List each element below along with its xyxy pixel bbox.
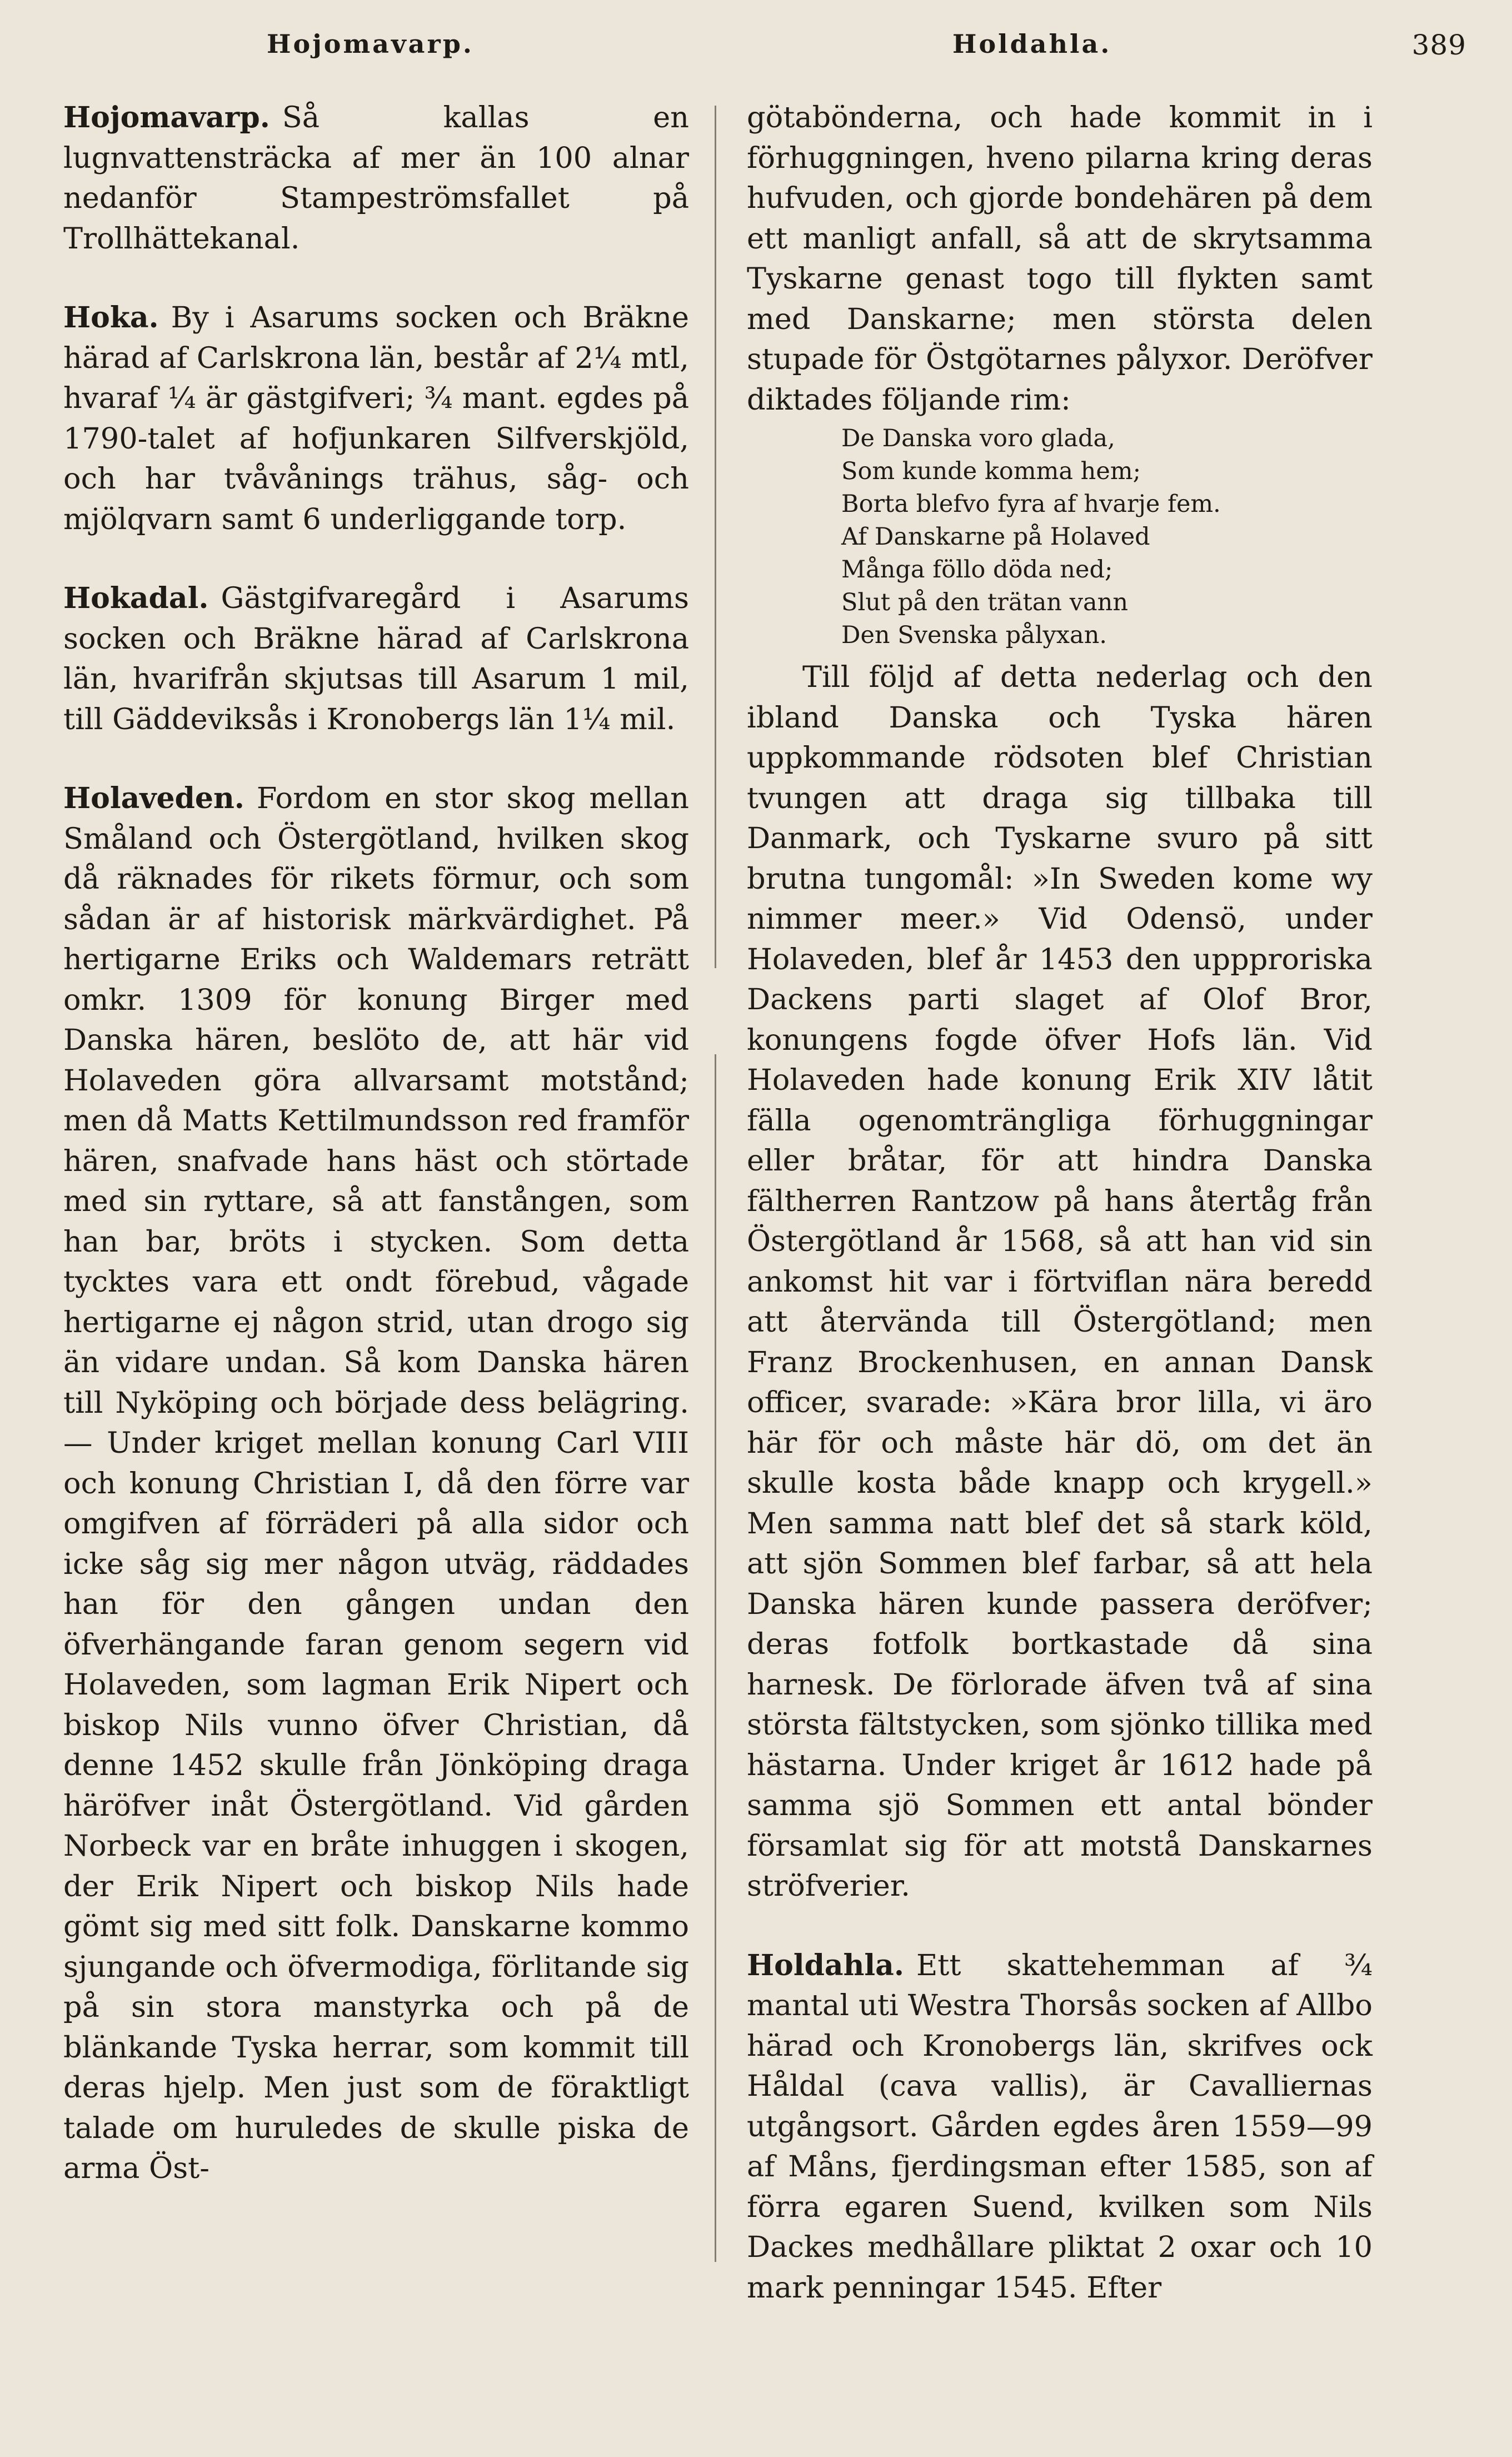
- rhyme-line: Af Danskarne på Holaved: [841, 523, 1150, 551]
- entry-text: Gästgifvaregård i Asarums socken och Bräkne härad af Carlskrona län, hvarifrån skjutsas till Asarum 1 mil, till Gäddeviksås i Kronobergs län 1¼ mil.: [63, 581, 689, 736]
- entry-text: By i Asarums socken och Bräkne härad af Carlskrona län, består af 2¼ mtl, hvaraf ¼ är gästgifveri; ¾ mant. egdes på 1790-talet af hofjunkaren Silfverskjöld, och har tvåvånings trähus, såg- och mjölqvarn samt 6 underliggande torp.: [63, 301, 689, 536]
- headword: Holaveden.: [63, 781, 244, 815]
- continued-text: götabönderna, och hade kommit in i förhuggningen, hveno pilarna kring deras hufvuden, och gjorde bondehären på dem ett manligt anfall, så att de skrytsamma Tyskarne genast togo till flykten samt med Danskarne; men största delen stupade för Östgötarnes pålyxor. Deröfver diktades följande rim:: [747, 101, 1373, 417]
- headword: Hoka.: [63, 301, 159, 335]
- rhyme-line: Den Svenska pålyxan.: [841, 621, 1107, 649]
- entry-text: Fordom en stor skog mellan Småland och Östergötland, hvilken skog då räknades för rikets förmur, och som sådan är af historisk märkvärdighet. På hertigarne Eriks och Waldemars reträtt omkr. 1309 för konung Birger med Danska hären, beslöto de, att här vid Holaveden göra allvarsamt motstånd; men då Matts Kettilmundsson red framför hären, snafvade hans häst och störtade med sin ryttare, så att fanstången, som han bar, bröts i stycken. Som detta tycktes vara ett ondt förebud, vågade hertigarne ej någon strid, utan drogo sig än vidare undan. Så kom Danska hären till Nyköping och började dess belägring. — Under kriget mellan konung Carl VIII och konung Christian I, då den förre var omgifven af förräderi på alla sidor och icke såg sig mer någon utväg, räddades han för den gången undan den öfverhängande faran genom segern vid Holaveden, som lagman Erik Nipert och biskop Nils vunno öfver Christian, då denne 1452 skulle från Jönköping draga häröfver inåt Östergötland. Vid gården Norbeck var en bråte inhuggen i skogen, der Erik Nipert och biskop Nils hade gömt sig med sitt folk. Danskarne kommo sjungande och öfvermodiga, förlitande sig på sin stora manstyrka och på de blänkande Tyska herrar, som kommit till deras hjelp. Men just som de föraktligt talade om huruledes de skulle piska de arma Öst-: [63, 781, 689, 2185]
- left-column: [63, 98, 689, 2228]
- rhyme-line: Slut på den trätan vann: [841, 589, 1129, 616]
- column-divider: [715, 106, 716, 2262]
- rhyme-line: De Danska voro glada,: [841, 425, 1115, 452]
- headword: Hojomavarp.: [63, 101, 270, 134]
- rhyme-block: [747, 422, 1373, 652]
- entry-holaveden: [63, 779, 689, 2189]
- entry-text: Så kallas en lugnvattensträcka af mer än 100 alnar nedanför Stampeströmsfallet på Trollhättekanal.: [63, 101, 689, 256]
- entry-hokadal: [63, 579, 689, 740]
- headword: Holdahla.: [747, 1948, 904, 1982]
- entry-text: Ett skattehemman af ¾ mantal uti Westra Thorsås socken af Allbo härad och Kronobergs län, skrifves ock Håldal (cava vallis), är Cavalliernas utgångsort. Gården egdes åren 1559—99 af Måns, fjerdingsman efter 1585, son af förra egaren Suend, kvilken som Nils Dackes medhållare pliktat 2 oxar och 10 mark penningar 1545. Efter: [747, 1948, 1373, 2305]
- entry-hoka: [63, 298, 689, 540]
- headword: Hokadal.: [63, 581, 209, 615]
- running-head-left: Hojomavarp.: [267, 29, 474, 59]
- rhyme-line: Som kunde komma hem;: [841, 457, 1141, 485]
- rhyme-line: Många föllo döda ned;: [841, 556, 1113, 584]
- entry-holdahla: [747, 1946, 1373, 2309]
- running-head-right: Holdahla.: [952, 29, 1112, 59]
- page-number: 389: [1411, 29, 1466, 61]
- rhyme-line: Borta blefvo fyra af hvarje fem.: [841, 490, 1221, 518]
- entry-hojomavarp: [63, 98, 689, 259]
- paragraph-after-rhyme: Till följd af detta nederlag och den ibland Danska och Tyska hären uppkommande rödsoten blef Christian tvungen att draga sig tillbaka till Danmark, och Tyskarne svuro på sitt brutna tungomål: »In Sweden kome wy nimmer meer.» Vid Odensö, under Holaveden, blef år 1453 den uppproriska Dackens parti slaget af Olof Bror, konungens fogde öfver Hofs län. Vid Holaveden hade konung Erik XIV låtit fälla ogenomträngliga förhuggningar eller bråtar, för att hindra Danska fältherren Rantzow på hans återtåg från Östergötland år 1568, så att han vid sin ankomst hit var i förtviflan nära beredd att återvända till Östergötland; men Franz Brockenhusen, en annan Dansk officer, svarade: »Kära bror lilla, vi äro här för och måste här dö, om det än skulle kosta både knapp och krygell.» Men samma natt blef det så stark köld, att sjön Sommen blef farbar, så att hela Danska hären kunde passera deröfver; deras fotfolk bortkastade då sina harnesk. De förlorade äfven två af sina största fältstycken, som sjönko tillika med hästarna. Under kriget år 1612 hade på samma sjö Sommen ett antal bönder församlat sig för att motstå Danskarnes ströfverier.: [747, 660, 1373, 1903]
- right-column: [747, 98, 1373, 2347]
